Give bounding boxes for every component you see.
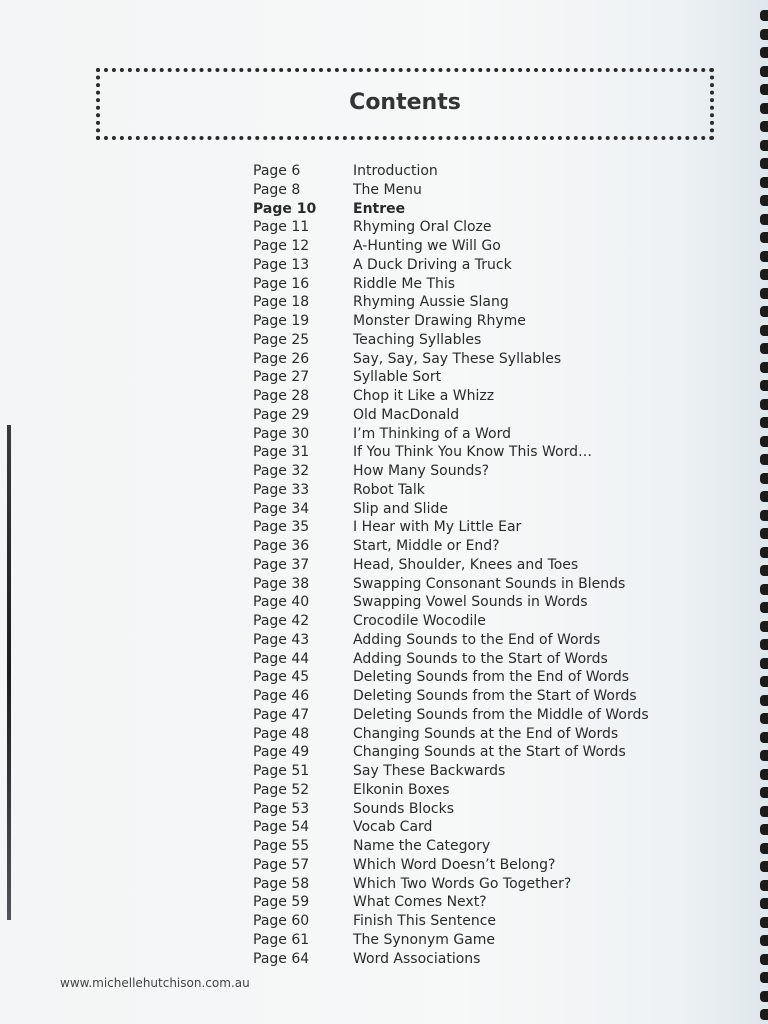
toc-entry <box>249 837 669 856</box>
toc-entry-title: Which Two Words Go Together? <box>353 875 572 892</box>
spiral-coil <box>760 547 768 558</box>
toc-page-number: Page 47 <box>253 706 310 723</box>
spiral-coil <box>760 454 768 465</box>
spiral-coil <box>760 84 768 95</box>
spiral-coil <box>760 29 768 40</box>
toc-entry-title: Name the Category <box>353 838 491 854</box>
toc-entry-title: Riddle Me This <box>353 275 456 292</box>
toc-entry <box>249 856 669 875</box>
toc-entry-title: Elkonin Boxes <box>353 781 450 798</box>
toc-entry-title: I’m Thinking of a Word <box>353 425 512 442</box>
toc-entry-title: Finish This Sentence <box>353 913 497 929</box>
spiral-coil <box>760 584 768 595</box>
spiral-coil <box>760 195 768 206</box>
toc-page-number: Page 53 <box>253 800 310 817</box>
toc-entry-title: If You Think You Know This Word… <box>353 444 592 461</box>
toc-entry <box>249 631 669 650</box>
toc-entry-title: Rhyming Aussie Slang <box>353 294 509 311</box>
toc-page-number: Page 36 <box>253 538 310 554</box>
spiral-coil <box>760 843 768 854</box>
toc-page-number: Page 32 <box>253 463 310 479</box>
toc-entry <box>249 443 669 462</box>
toc-entry <box>249 406 669 425</box>
toc-entry <box>249 331 669 350</box>
toc-entry <box>249 312 669 331</box>
spiral-coil <box>760 935 768 946</box>
spiral-coil <box>760 972 768 983</box>
spiral-coil <box>760 158 768 169</box>
spiral-coil <box>760 232 768 243</box>
toc-entry-title: Syllable Sort <box>353 369 442 386</box>
toc-entry <box>249 650 669 669</box>
toc-entry <box>249 350 669 369</box>
toc-page-number: Page 38 <box>253 575 310 592</box>
toc-entry <box>249 706 669 725</box>
toc-page-number: Page 25 <box>253 331 310 348</box>
toc-entry <box>249 931 669 950</box>
toc-page-number: Page 51 <box>253 763 310 779</box>
toc-entry <box>249 612 669 631</box>
spiral-coil <box>760 47 768 58</box>
spiral-coil <box>760 343 768 354</box>
toc-page-number: Page 60 <box>253 913 310 929</box>
toc-page-number: Page 49 <box>253 744 310 761</box>
toc-page-number: Page 46 <box>253 688 310 704</box>
toc-entry <box>249 500 669 519</box>
toc-page-number: Page 54 <box>253 819 310 836</box>
toc-entry-title: Vocab Card <box>353 819 433 836</box>
toc-page-number: Page 10 <box>253 200 317 217</box>
toc-entry-title: Start, Middle or End? <box>353 538 500 554</box>
toc-page-number: Page 16 <box>253 275 310 292</box>
spiral-coil <box>760 251 768 262</box>
toc-entry <box>249 762 669 781</box>
toc-page-number: Page 27 <box>253 369 310 386</box>
spiral-coil <box>760 639 768 650</box>
spiral-coil <box>760 177 768 188</box>
toc-page-number: Page 44 <box>253 650 310 667</box>
spiral-coil <box>760 676 768 687</box>
toc-entry <box>249 537 669 556</box>
spiral-coil <box>760 140 768 151</box>
toc-entry-title: Which Word Doesn’t Belong? <box>353 856 556 873</box>
toc-page-number: Page 6 <box>253 163 301 179</box>
toc-entry <box>249 800 669 819</box>
toc-entry <box>249 425 669 444</box>
toc-entry-title: Deleting Sounds from the Middle of Words <box>353 706 649 723</box>
toc-entry-title: Changing Sounds at the Start of Words <box>353 744 626 761</box>
toc-page-number: Page 61 <box>253 931 310 948</box>
spiral-coil <box>760 787 768 798</box>
toc-page-number: Page 30 <box>253 425 310 442</box>
toc-entry-title: Changing Sounds at the End of Words <box>353 725 619 742</box>
toc-page-number: Page 34 <box>253 500 310 517</box>
spiral-coil <box>760 732 768 743</box>
toc-entry <box>249 575 669 594</box>
toc-entry-title: Monster Drawing Rhyme <box>353 313 526 329</box>
toc-entry-title: How Many Sounds? <box>353 463 490 479</box>
toc-page-number: Page 26 <box>253 350 310 367</box>
toc-entry-title: A Duck Driving a Truck <box>353 256 512 273</box>
toc-entry-title: Old MacDonald <box>353 406 460 423</box>
spiral-coil <box>760 436 768 447</box>
footer-url: www.michellehutchison.com.au <box>60 976 250 990</box>
toc-entry <box>249 293 669 312</box>
toc-entry <box>249 387 669 406</box>
spiral-coil <box>760 417 768 428</box>
toc-entry <box>249 781 669 800</box>
spiral-binding <box>756 10 768 1020</box>
spiral-coil <box>760 991 768 1002</box>
toc-entry <box>249 518 669 537</box>
toc-entry <box>249 912 669 931</box>
toc-entry-title: Robot Talk <box>353 481 425 498</box>
spiral-coil <box>760 510 768 521</box>
spiral-coil <box>760 658 768 669</box>
toc-entry-title: Sounds Blocks <box>353 800 454 817</box>
spiral-coil <box>760 1009 768 1020</box>
spiral-coil <box>760 362 768 373</box>
spiral-coil <box>760 750 768 761</box>
spiral-coil <box>760 306 768 317</box>
page-title: Contents <box>349 90 461 115</box>
toc-entry-title: Swapping Vowel Sounds in Words <box>353 594 588 611</box>
toc-entry-title: Head, Shoulder, Knees and Toes <box>353 556 579 573</box>
toc-entry-title: The Synonym Game <box>353 931 496 948</box>
spiral-coil <box>760 713 768 724</box>
toc-page-number: Page 64 <box>253 950 310 967</box>
toc-entry-title: Deleting Sounds from the Start of Words <box>353 688 637 704</box>
toc-entry-title: Swapping Consonant Sounds in Blends <box>353 575 626 592</box>
spiral-coil <box>760 917 768 928</box>
toc-entry-title: Say These Backwards <box>353 763 506 779</box>
spiral-coil <box>760 103 768 114</box>
toc-page-number: Page 59 <box>253 894 310 911</box>
toc-entry <box>249 200 669 219</box>
toc-page-number: Page 43 <box>253 631 310 648</box>
toc-page-number: Page 29 <box>253 406 310 423</box>
toc-page-number: Page 45 <box>253 669 310 686</box>
toc-entry <box>249 668 669 687</box>
toc-entry <box>249 743 669 762</box>
toc-entry-title: Word Associations <box>353 950 481 967</box>
toc-page-number: Page 28 <box>253 388 310 404</box>
toc-page-number: Page 12 <box>253 238 310 254</box>
spiral-coil <box>760 602 768 613</box>
spiral-coil <box>760 214 768 225</box>
spiral-coil <box>760 954 768 965</box>
spiral-coil <box>760 473 768 484</box>
toc-entry <box>249 368 669 387</box>
toc-entry <box>249 893 669 912</box>
toc-entry-title: Introduction <box>353 163 438 179</box>
toc-page-number: Page 55 <box>253 838 310 854</box>
spiral-coil <box>760 10 768 21</box>
toc-entry-title: Entree <box>353 200 406 217</box>
toc-entry-title: Slip and Slide <box>353 500 448 517</box>
toc-entry-title: Deleting Sounds from the End of Words <box>353 669 630 686</box>
spiral-coil <box>760 269 768 280</box>
toc-entry <box>249 818 669 837</box>
toc-entry <box>249 462 669 481</box>
title-box <box>96 68 714 140</box>
toc-page-number: Page 31 <box>253 444 310 461</box>
spiral-coil <box>760 491 768 502</box>
spiral-coil <box>760 806 768 817</box>
toc-entry <box>249 593 669 612</box>
spiral-coil <box>760 621 768 632</box>
toc-entry <box>249 181 669 200</box>
spiral-coil <box>760 288 768 299</box>
spiral-coil <box>760 824 768 835</box>
spiral-coil <box>760 121 768 132</box>
toc-page-number: Page 58 <box>253 875 310 892</box>
toc-entry-title: Adding Sounds to the Start of Words <box>353 650 608 667</box>
toc-page-number: Page 13 <box>253 256 310 273</box>
spiral-coil <box>760 528 768 539</box>
toc-entry <box>249 237 669 256</box>
toc-entry-title: Rhyming Oral Cloze <box>353 219 492 236</box>
spiral-coil <box>760 769 768 780</box>
toc-page-number: Page 33 <box>253 481 310 498</box>
toc-page-number: Page 8 <box>253 181 301 198</box>
table-of-contents <box>249 162 669 968</box>
toc-entry <box>249 950 669 969</box>
toc-entry-title: Chop it Like a Whizz <box>353 388 495 404</box>
toc-page-number: Page 18 <box>253 294 310 311</box>
toc-page-number: Page 11 <box>253 219 310 236</box>
spiral-coil <box>760 880 768 891</box>
scan-edge-shadow <box>7 425 11 920</box>
toc-page-number: Page 19 <box>253 313 310 329</box>
toc-entry <box>249 218 669 237</box>
toc-entry <box>249 481 669 500</box>
toc-entry-title: Adding Sounds to the End of Words <box>353 631 601 648</box>
toc-page-number: Page 48 <box>253 725 310 742</box>
toc-entry <box>249 875 669 894</box>
spiral-coil <box>760 66 768 77</box>
toc-entry-title: Teaching Syllables <box>353 331 482 348</box>
spiral-coil <box>760 380 768 391</box>
spiral-coil <box>760 861 768 872</box>
spiral-coil <box>760 898 768 909</box>
toc-entry <box>249 275 669 294</box>
toc-entry <box>249 256 669 275</box>
toc-entry-title: I Hear with My Little Ear <box>353 519 522 536</box>
toc-entry-title: What Comes Next? <box>353 894 487 911</box>
spiral-coil <box>760 399 768 410</box>
spiral-coil <box>760 325 768 336</box>
toc-entry <box>249 556 669 575</box>
toc-entry-title: A-Hunting we Will Go <box>353 238 501 254</box>
toc-page-number: Page 42 <box>253 613 310 629</box>
toc-page-number: Page 52 <box>253 781 310 798</box>
toc-entry-title: Say, Say, Say These Syllables <box>353 350 562 367</box>
toc-page-number: Page 57 <box>253 856 310 873</box>
toc-page-number: Page 40 <box>253 594 310 611</box>
toc-entry <box>249 725 669 744</box>
toc-page-number: Page 37 <box>253 556 310 573</box>
toc-entry-title: The Menu <box>353 181 422 198</box>
spiral-coil <box>760 695 768 706</box>
toc-entry <box>249 687 669 706</box>
toc-entry-title: Crocodile Wocodile <box>353 613 486 629</box>
spiral-coil <box>760 565 768 576</box>
toc-page-number: Page 35 <box>253 519 310 536</box>
toc-entry <box>249 162 669 181</box>
